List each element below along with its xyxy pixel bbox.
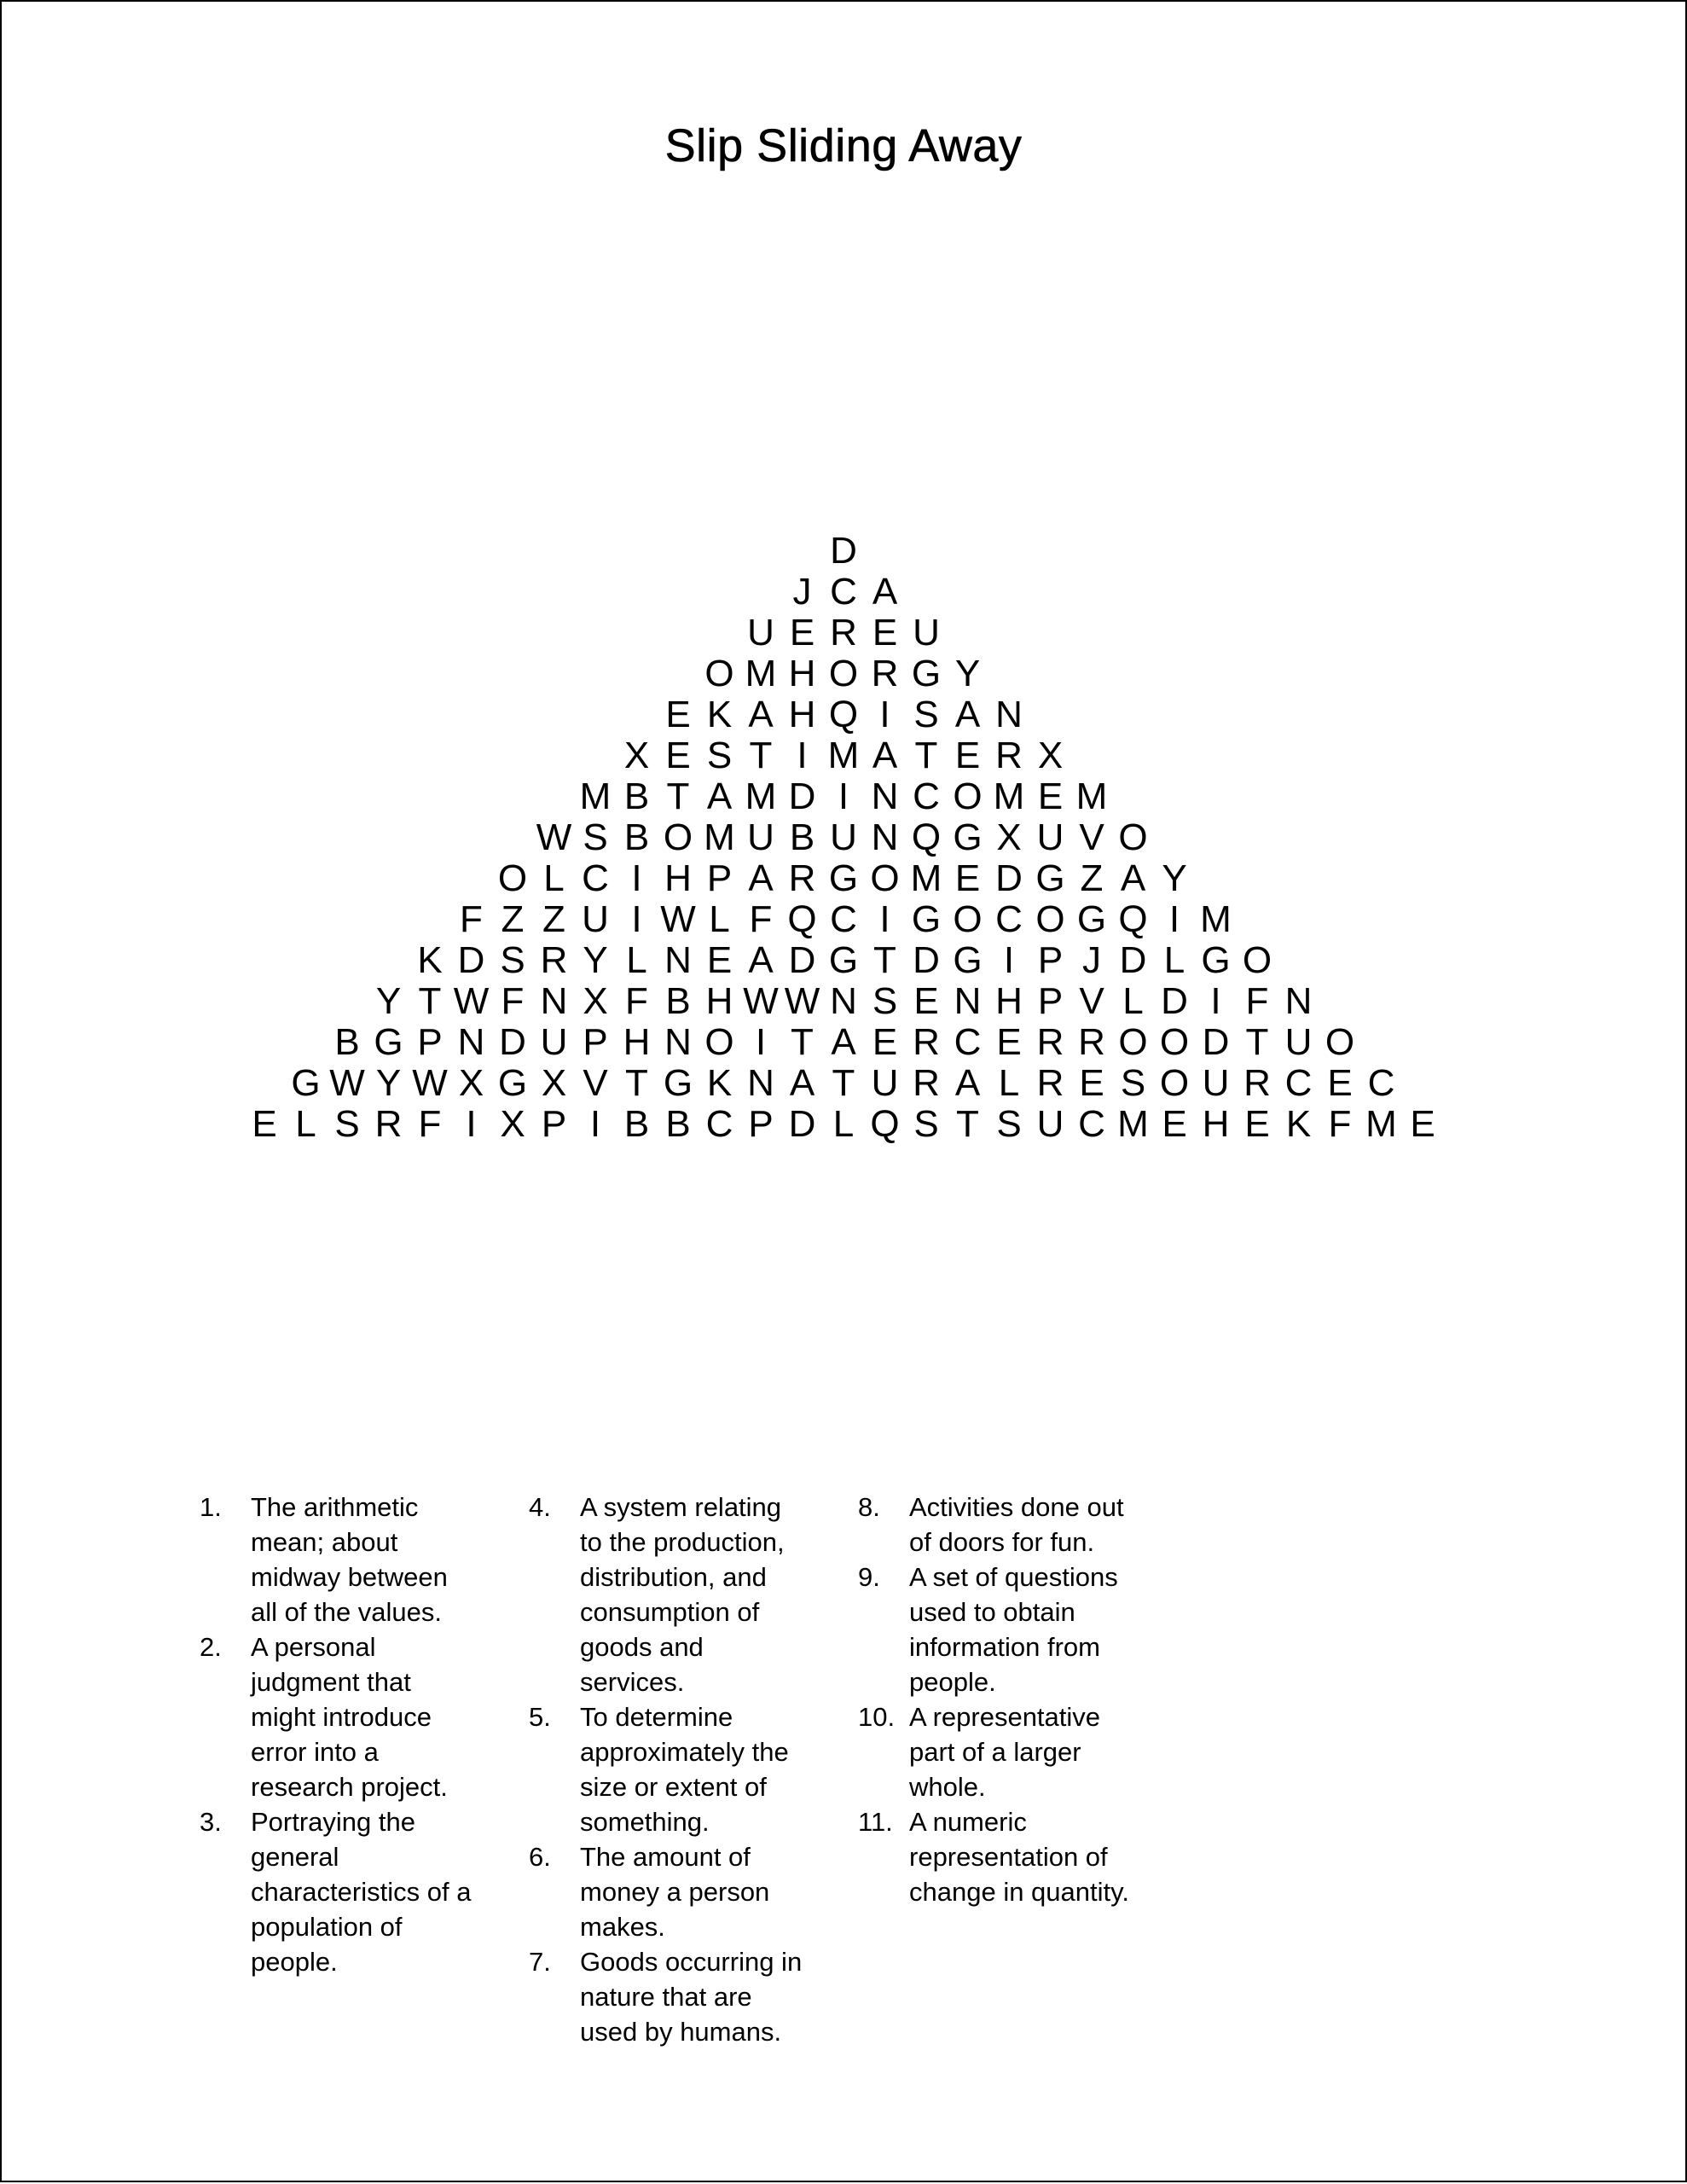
puzzle-letter: C: [1367, 1062, 1395, 1104]
puzzle-letter: E: [913, 980, 939, 1022]
puzzle-letter: M: [745, 653, 777, 694]
puzzle-letter: A: [748, 939, 774, 981]
puzzle-letter: I: [631, 857, 642, 899]
puzzle-letter: D: [1161, 980, 1188, 1022]
puzzle-letter: Q: [870, 1103, 900, 1145]
puzzle-letter: S: [500, 939, 525, 981]
puzzle-letter: A: [1120, 857, 1146, 899]
clue-item: [858, 1490, 1139, 1560]
puzzle-letter: S: [872, 980, 898, 1022]
clue-item: [858, 1560, 1139, 1699]
puzzle-letter: V: [1079, 980, 1104, 1022]
puzzle-letter: X: [623, 735, 650, 776]
puzzle-letter: T: [625, 1062, 648, 1104]
puzzle-letter: A: [748, 694, 774, 735]
puzzle-row: [0, 817, 1687, 858]
puzzle-letter: G: [953, 816, 983, 858]
puzzle-letter: D: [830, 530, 857, 572]
puzzle-letter: G: [1035, 857, 1065, 899]
puzzle-letter: E: [706, 939, 733, 981]
puzzle-letter: H: [664, 857, 692, 899]
puzzle-letter: P: [1037, 980, 1064, 1022]
puzzle-letter: F: [749, 898, 773, 940]
puzzle-letter: A: [872, 571, 898, 613]
puzzle-letter: A: [789, 1062, 815, 1104]
puzzle-letter: N: [871, 775, 899, 817]
puzzle-letter: G: [828, 857, 859, 899]
puzzle-letter: I: [879, 694, 890, 735]
puzzle-letter: U: [913, 612, 940, 653]
puzzle-letter: X: [1037, 735, 1064, 776]
clue-item: [858, 1804, 1139, 1909]
puzzle-letter: N: [1284, 980, 1313, 1022]
puzzle-row: [0, 613, 1687, 653]
puzzle-letter: E: [1162, 1103, 1187, 1145]
puzzle-letter: O: [870, 857, 900, 899]
puzzle-letter: O: [704, 1021, 734, 1063]
puzzle-letter: R: [374, 1103, 403, 1145]
puzzle-letter: E: [1079, 1062, 1104, 1104]
puzzle-letter: A: [954, 1062, 981, 1104]
puzzle-letter: M: [579, 775, 612, 817]
puzzle-row: [0, 1022, 1687, 1063]
puzzle-row: [0, 572, 1687, 613]
puzzle-letter: T: [666, 775, 690, 817]
puzzle-letter: N: [871, 816, 899, 858]
puzzle-letter: K: [1285, 1103, 1312, 1145]
puzzle-letter: R: [913, 1021, 940, 1063]
puzzle-letter: R: [1078, 1021, 1105, 1063]
puzzle-letter: G: [1076, 898, 1107, 940]
puzzle-letter: N: [954, 980, 982, 1022]
puzzle-letter: W: [536, 816, 572, 858]
clue-number: 3.: [200, 1807, 222, 1837]
puzzle-letter: O: [663, 816, 693, 858]
puzzle-letter: D: [499, 1021, 526, 1063]
puzzle-letter: E: [252, 1103, 277, 1145]
puzzle-letter: B: [334, 1021, 360, 1063]
puzzle-letter: O: [953, 775, 983, 817]
puzzle-letter: O: [1118, 1021, 1148, 1063]
puzzle-letter: X: [583, 980, 608, 1022]
puzzle-title: Slip Sliding Away: [664, 120, 1023, 171]
clue-text: A set of questions used to obtain information from people.: [909, 1562, 1118, 1697]
clue-text: Goods occurring in nature that are used by humans.: [580, 1947, 803, 2047]
puzzle-letter: M: [1200, 898, 1232, 940]
puzzle-letter: M: [910, 857, 942, 899]
puzzle-letter: I: [838, 775, 849, 817]
puzzle-letter: B: [623, 816, 650, 858]
puzzle-letter: P: [706, 857, 733, 899]
puzzle-letter: T: [832, 1062, 855, 1104]
puzzle-letter: V: [1079, 816, 1104, 858]
puzzle-letter: C: [830, 898, 857, 940]
puzzle-letter: S: [913, 694, 939, 735]
puzzle-letter: S: [583, 816, 608, 858]
clue-number: 9.: [858, 1562, 880, 1592]
puzzle-letter: G: [953, 939, 983, 981]
puzzle-letter: T: [873, 939, 896, 981]
puzzle-letter: I: [589, 1103, 601, 1145]
clue-number: 8.: [858, 1492, 880, 1522]
puzzle-letter: R: [540, 939, 568, 981]
clue-item: [200, 1804, 481, 1979]
puzzle-letter: C: [705, 1103, 733, 1145]
clue-item: [529, 1839, 810, 1944]
clue-item: [200, 1490, 481, 1629]
puzzle-letter: E: [1037, 775, 1064, 817]
puzzle-letter: M: [1365, 1103, 1397, 1145]
puzzle-letter: L: [295, 1103, 316, 1145]
puzzle-letter: C: [1078, 1103, 1105, 1145]
clue-number: 10.: [858, 1702, 896, 1732]
puzzle-letter: L: [1163, 939, 1186, 981]
puzzle-letter: E: [872, 1021, 898, 1063]
puzzle-letter: L: [1122, 980, 1144, 1022]
puzzle-letter: U: [1036, 816, 1064, 858]
puzzle-letter: G: [291, 1062, 321, 1104]
puzzle-letter: U: [1202, 1062, 1230, 1104]
clue-text: A numeric representation of change in quantity.: [909, 1807, 1129, 1907]
clue-text: The arithmetic mean; about midway between all of the values.: [251, 1492, 448, 1627]
puzzle-letter: B: [623, 775, 650, 817]
puzzle-row: [0, 899, 1687, 940]
puzzle-letter: T: [791, 1021, 814, 1063]
puzzle-letter: N: [664, 1021, 692, 1063]
puzzle-letter: K: [417, 939, 443, 981]
puzzle-letter: Q: [828, 694, 859, 735]
puzzle-letter: D: [1119, 939, 1147, 981]
puzzle-letter: G: [911, 653, 942, 694]
puzzle-letter: L: [709, 898, 730, 940]
puzzle-letter: H: [788, 653, 816, 694]
puzzle-letter: V: [583, 1062, 608, 1104]
clue-column: [529, 1490, 810, 2049]
puzzle-row: [0, 940, 1687, 981]
puzzle-letter: C: [582, 857, 609, 899]
puzzle-letter: X: [541, 1062, 567, 1104]
puzzle-letter: I: [631, 898, 642, 940]
puzzle-letter: R: [830, 612, 857, 653]
puzzle-letter: I: [755, 1021, 767, 1063]
puzzle-letter: P: [417, 1021, 443, 1063]
puzzle-letter: I: [466, 1103, 477, 1145]
puzzle-letter: W: [453, 980, 490, 1022]
clue-text: Activities done out of doors for fun.: [909, 1492, 1124, 1557]
puzzle-letter: U: [747, 816, 774, 858]
puzzle-row: [0, 1063, 1687, 1104]
puzzle-letter: C: [995, 898, 1023, 940]
clue-text: Portraying the general characteristics of a population of people.: [251, 1807, 472, 1977]
puzzle-letter: W: [743, 980, 779, 1022]
puzzle-letter: B: [789, 816, 815, 858]
clue-item: [858, 1699, 1139, 1804]
puzzle-letter: O: [1242, 939, 1272, 981]
puzzle-letter: E: [665, 735, 691, 776]
puzzle-letter: O: [1325, 1021, 1355, 1063]
puzzle-letter: Y: [375, 980, 402, 1022]
puzzle-letter: F: [460, 898, 483, 940]
clue-item: [529, 1699, 810, 1839]
puzzle-letter: G: [1201, 939, 1231, 981]
puzzle-letter: B: [665, 980, 691, 1022]
clue-column: [858, 1490, 1139, 1909]
puzzle-letter: E: [1410, 1103, 1435, 1145]
puzzle-letter: A: [831, 1021, 856, 1063]
puzzle-letter: P: [1037, 939, 1064, 981]
puzzle-letter: O: [497, 857, 528, 899]
puzzle-letter: A: [954, 694, 981, 735]
puzzle-letter: G: [911, 898, 942, 940]
puzzle-letter: B: [665, 1103, 691, 1145]
puzzle-letter: T: [914, 735, 938, 776]
puzzle-row: [0, 776, 1687, 817]
puzzle-letter: R: [913, 1062, 940, 1104]
puzzle-letter: A: [872, 735, 898, 776]
puzzle-letter: M: [827, 735, 860, 776]
puzzle-row: [0, 981, 1687, 1022]
puzzle-letter: C: [1284, 1062, 1313, 1104]
clue-item: [529, 1944, 810, 2049]
puzzle-letter: Y: [583, 939, 608, 981]
puzzle-letter: Q: [787, 898, 817, 940]
puzzle-letter: F: [501, 980, 525, 1022]
puzzle-letter: T: [749, 735, 773, 776]
puzzle-letter: P: [583, 1021, 608, 1063]
puzzle-letter: E: [954, 857, 981, 899]
clue-number: 7.: [529, 1947, 551, 1977]
puzzle-letter: D: [788, 1103, 816, 1145]
puzzle-letter: M: [993, 775, 1025, 817]
puzzle-letter: U: [540, 1021, 568, 1063]
puzzle-letter: O: [1118, 816, 1148, 858]
puzzle-letter: F: [625, 980, 648, 1022]
puzzle-letter: A: [706, 775, 733, 817]
puzzle-letter: S: [706, 735, 733, 776]
puzzle-letter: A: [748, 857, 774, 899]
puzzle-row: [0, 531, 1687, 572]
puzzle-letter: D: [788, 939, 816, 981]
clue-column: [200, 1490, 481, 1979]
puzzle-letter: I: [1168, 898, 1180, 940]
puzzle-letter: N: [457, 1021, 485, 1063]
puzzle-letter: L: [626, 939, 647, 981]
puzzle-letter: H: [705, 980, 733, 1022]
puzzle-letter: Y: [1162, 857, 1187, 899]
puzzle-letter: I: [1210, 980, 1221, 1022]
puzzle-letter: X: [996, 816, 1022, 858]
puzzle-letter: E: [872, 612, 898, 653]
clue-item: [529, 1490, 810, 1699]
puzzle-letter: I: [797, 735, 808, 776]
puzzle-row: [0, 735, 1687, 776]
puzzle-letter: Q: [911, 816, 942, 858]
clue-number: 5.: [529, 1702, 551, 1732]
puzzle-letter: M: [1117, 1103, 1149, 1145]
puzzle-letter: Z: [1080, 857, 1104, 899]
puzzle-letter: B: [623, 1103, 650, 1145]
puzzle-letter: I: [879, 898, 890, 940]
puzzle-letter: N: [830, 980, 857, 1022]
clue-item: [200, 1629, 481, 1804]
puzzle-letter: S: [996, 1103, 1022, 1145]
puzzle-letter: R: [1036, 1021, 1064, 1063]
puzzle-letter: D: [1202, 1021, 1230, 1063]
puzzle-letter: H: [623, 1021, 651, 1063]
puzzle-letter: Z: [542, 898, 565, 940]
puzzle-letter: S: [913, 1103, 939, 1145]
puzzle-letter: T: [1245, 1021, 1269, 1063]
puzzle-letter: G: [497, 1062, 528, 1104]
puzzle-row: [0, 653, 1687, 694]
puzzle-letter: C: [830, 571, 857, 613]
puzzle-letter: H: [995, 980, 1023, 1022]
puzzle-letter: U: [871, 1062, 899, 1104]
clue-text: A personal judgment that might introduce error into a research project.: [251, 1632, 448, 1802]
puzzle-letter: M: [745, 775, 777, 817]
puzzle-letter: O: [953, 898, 983, 940]
puzzle-letter: N: [995, 694, 1023, 735]
puzzle-letter: D: [788, 775, 816, 817]
puzzle-letter: S: [1120, 1062, 1146, 1104]
puzzle-row: [0, 694, 1687, 735]
puzzle-letter: C: [913, 775, 940, 817]
puzzle-letter: U: [830, 816, 857, 858]
puzzle-letter: E: [789, 612, 815, 653]
puzzle-letter: O: [704, 653, 734, 694]
clue-text: The amount of money a person makes.: [580, 1842, 770, 1942]
puzzle-letter: W: [660, 898, 696, 940]
puzzle-letter: E: [665, 694, 691, 735]
puzzle-letter: D: [913, 939, 940, 981]
puzzle-letter: M: [704, 816, 735, 858]
puzzle-letter: F: [418, 1103, 442, 1145]
puzzle-letter: U: [1036, 1103, 1064, 1145]
puzzle-letter: N: [747, 1062, 774, 1104]
puzzle-letter: L: [998, 1062, 1020, 1104]
puzzle-letter: G: [374, 1021, 403, 1063]
puzzle-letter: Q: [1118, 898, 1148, 940]
puzzle-letter: O: [828, 653, 859, 694]
puzzle-letter: E: [996, 1021, 1022, 1063]
puzzle-letter: G: [663, 1062, 693, 1104]
puzzle-letter: D: [457, 939, 485, 981]
clue-text: A system relating to the production, distribution, and consumption of goods and services.: [580, 1492, 785, 1697]
puzzle-letter: H: [1202, 1103, 1230, 1145]
puzzle-letter: U: [1284, 1021, 1313, 1063]
puzzle-letter: R: [871, 653, 899, 694]
puzzle-letter: R: [1244, 1062, 1271, 1104]
puzzle-letter: E: [1327, 1062, 1353, 1104]
puzzle-letter: Y: [375, 1062, 402, 1104]
clue-number: 4.: [529, 1492, 551, 1522]
puzzle-letter: Y: [954, 653, 981, 694]
puzzle-letter: W: [784, 980, 820, 1022]
puzzle-letter: N: [540, 980, 568, 1022]
puzzle-letter: F: [1328, 1103, 1352, 1145]
puzzle-letter: X: [500, 1103, 525, 1145]
puzzle-letter: D: [995, 857, 1023, 899]
puzzle-letter: J: [1082, 939, 1101, 981]
puzzle-letter: T: [418, 980, 442, 1022]
puzzle-row: [0, 858, 1687, 899]
puzzle-letter: O: [1159, 1062, 1190, 1104]
puzzle-letter: I: [1003, 939, 1015, 981]
puzzle-letter: J: [792, 571, 812, 613]
puzzle-letter: N: [664, 939, 692, 981]
puzzle-letter: O: [1035, 898, 1065, 940]
puzzle-letter: U: [747, 612, 774, 653]
puzzle-row: [0, 1104, 1687, 1145]
puzzle-letter: R: [1036, 1062, 1064, 1104]
clue-text: A representative part of a larger whole.: [909, 1702, 1101, 1802]
puzzle-letter: F: [1245, 980, 1269, 1022]
puzzle-letter: C: [954, 1021, 982, 1063]
puzzle-letter: K: [706, 1062, 733, 1104]
puzzle-letter: E: [954, 735, 981, 776]
puzzle-letter: S: [334, 1103, 360, 1145]
clue-number: 2.: [200, 1632, 222, 1662]
puzzle-letter: E: [1244, 1103, 1270, 1145]
puzzle-letter: L: [832, 1103, 855, 1145]
puzzle-letter: P: [541, 1103, 567, 1145]
puzzle-letter: W: [329, 1062, 365, 1104]
puzzle-letter: M: [1075, 775, 1108, 817]
puzzle-letter: T: [956, 1103, 979, 1145]
puzzle-letter: H: [788, 694, 816, 735]
clue-number: 6.: [529, 1842, 551, 1872]
puzzle-letter: R: [995, 735, 1023, 776]
puzzle-letter: G: [828, 939, 859, 981]
puzzle-letter: R: [788, 857, 816, 899]
clue-text: To determine approximately the size or extent of something.: [580, 1702, 789, 1837]
puzzle-letter: X: [458, 1062, 484, 1104]
clue-number: 1.: [200, 1492, 222, 1522]
puzzle-letter: L: [543, 857, 565, 899]
puzzle-letter: O: [1159, 1021, 1190, 1063]
puzzle-letter: U: [582, 898, 609, 940]
puzzle-letter: K: [706, 694, 733, 735]
puzzle-letter: P: [748, 1103, 774, 1145]
puzzle-letter: Z: [501, 898, 525, 940]
puzzle-letter: W: [412, 1062, 448, 1104]
clue-number: 11.: [858, 1807, 893, 1837]
